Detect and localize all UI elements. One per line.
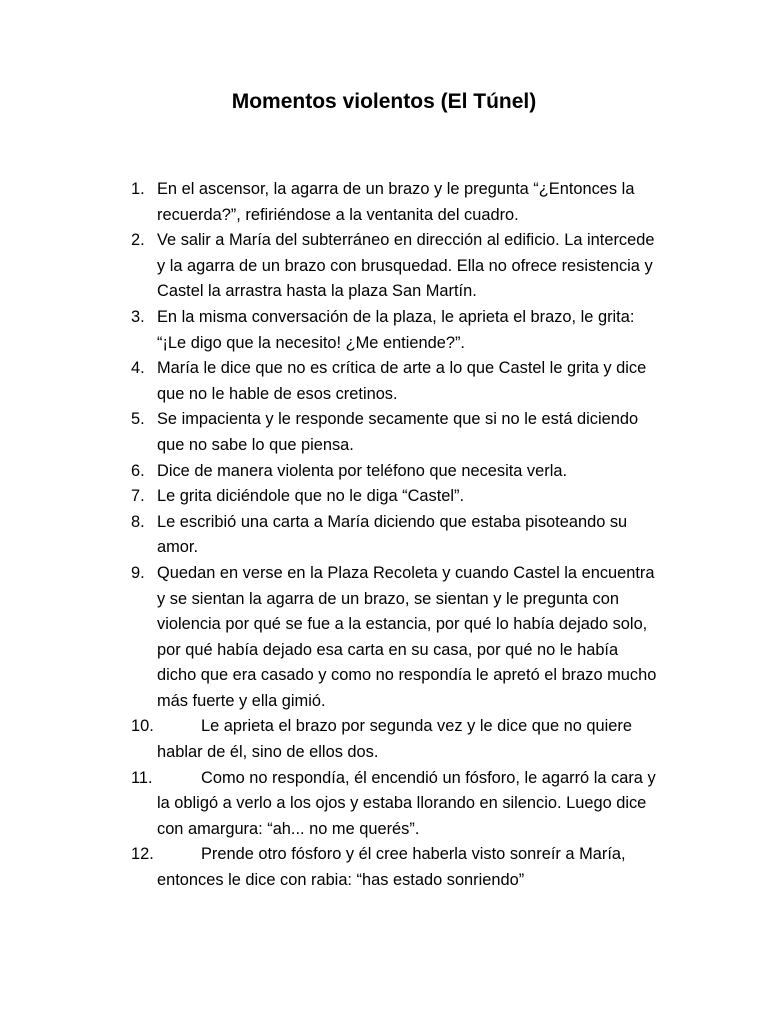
- list-item-number: 9.: [131, 563, 145, 582]
- list-item-number: 11.: [131, 768, 153, 787]
- list-item-text: Quedan en verse en la Plaza Recoleta y cuando Castel la encuentra y se sientan la agarra de un brazo, se sientan y le pregunta con violencia por qué se fue a la estancia, por qué lo había dejado solo, por qué había dejado esa carta en su casa, por qué no le había dicho que era casado y como no respondía le apretó el brazo mucho más fuerte y ella gimió.: [157, 563, 657, 710]
- list-item-number: 2.: [131, 231, 145, 250]
- list-item-text: Ve salir a María del subterráneo en dirección al edificio. La intercede y la agarra de un brazo con brusquedad. Ella no ofrece resistencia y Castel la arrastra hasta la plaza San Martín.: [157, 231, 655, 301]
- list-item-text: En el ascensor, la agarra de un brazo y le pregunta “¿Entonces la recuerda?”, refiriéndose a la ventanita del cuadro.: [157, 180, 635, 224]
- list-item-number: 3.: [131, 307, 145, 326]
- list-item: [131, 459, 659, 485]
- list-item-text: Le escribió una carta a María diciendo que estaba pisoteando su amor.: [157, 512, 628, 557]
- list-item-number: 12.: [131, 845, 154, 864]
- list-item-text: Dice de manera violenta por teléfono que necesita verla.: [157, 461, 568, 480]
- list-item-text: Se impacienta y le responde secamente que si no le está diciendo que no sabe lo que piensa.: [157, 410, 639, 454]
- list-item-number: 7.: [131, 487, 145, 506]
- list-item: [131, 305, 659, 356]
- list-item-text: Le aprieta el brazo por segunda vez y le dice que no quiere hablar de él, sino de ellos dos.: [157, 717, 632, 762]
- list-item: [131, 407, 659, 458]
- list-item-number: 6.: [131, 461, 145, 480]
- list-item: [131, 356, 659, 407]
- list-item: [131, 228, 659, 305]
- list-item: [131, 766, 659, 843]
- list-item-number: 10.: [131, 717, 154, 736]
- list-item-text: Le grita diciéndole que no le diga “Castel”.: [157, 487, 465, 506]
- document-title: Momentos violentos (El Túnel): [231, 90, 537, 113]
- list-item-text: Prende otro fósforo y él cree haberla visto sonreír a María, entonces le dice con rabia: “has estado sonriendo”: [157, 845, 626, 890]
- list-item: [131, 510, 659, 561]
- list-item: [131, 561, 659, 715]
- list-item: [131, 714, 659, 765]
- list-item-number: 4.: [131, 359, 145, 378]
- list-item-text: María le dice que no es crítica de arte a lo que Castel le grita y dice que no le hable de esos cretinos.: [157, 359, 647, 403]
- list-item-text: Como no respondía, él encendió un fósforo, le agarró la cara y la obligó a verlo a los ojos y estaba llorando en silencio. Luego dice con amargura: “ah... no me querés”.: [157, 768, 656, 838]
- list-item: [131, 177, 659, 228]
- list-item-text: En la misma conversación de la plaza, le aprieta el brazo, le grita: “¡Le digo que la necesito! ¿Me entiende?”.: [157, 307, 635, 352]
- numbered-list: [131, 177, 659, 894]
- list-item-number: 1.: [131, 180, 145, 198]
- list-item: [131, 842, 659, 893]
- list-item: [131, 484, 659, 510]
- list-item-number: 5.: [131, 410, 145, 429]
- list-item-number: 8.: [131, 512, 145, 531]
